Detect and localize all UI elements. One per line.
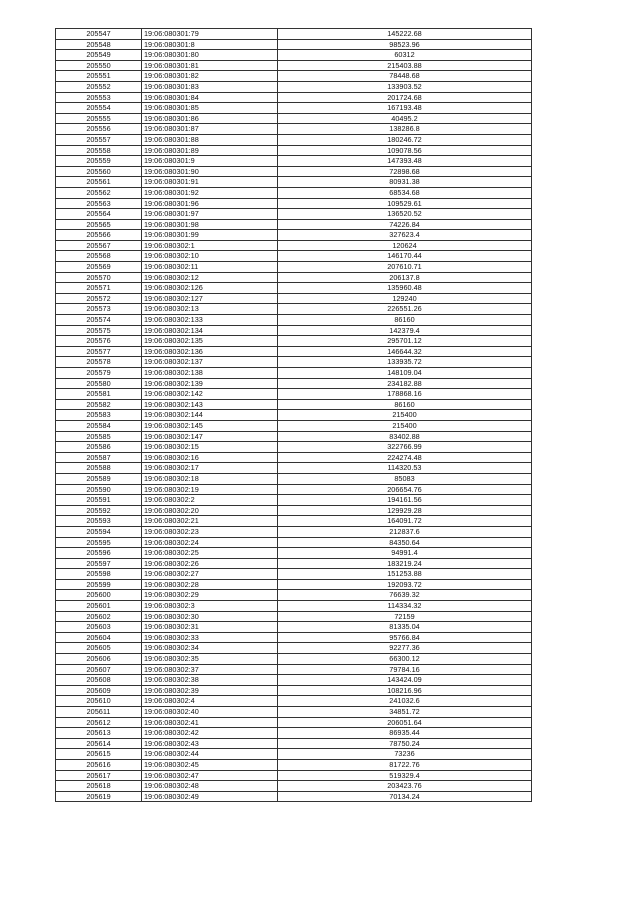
cadastral-number-cell: 19:06:080302:35 (142, 654, 278, 665)
table-row (56, 463, 532, 474)
cadastral-number-cell: 19:06:080302:25 (142, 548, 278, 559)
table-row (56, 293, 532, 304)
amount-cell: 73236 (278, 749, 532, 760)
amount-cell: 108216.96 (278, 685, 532, 696)
row-number-cell: 205547 (56, 29, 142, 40)
amount-cell: 206654.76 (278, 484, 532, 495)
table-row (56, 781, 532, 792)
row-number-cell: 205574 (56, 315, 142, 326)
row-number-cell: 205618 (56, 781, 142, 792)
cadastral-number-cell: 19:06:080302:4 (142, 696, 278, 707)
row-number-cell: 205603 (56, 622, 142, 633)
cadastral-number-cell: 19:06:080301:89 (142, 145, 278, 156)
cadastral-number-cell: 19:06:080301:96 (142, 198, 278, 209)
cadastral-number-cell: 19:06:080302:19 (142, 484, 278, 495)
amount-cell: 206137.8 (278, 272, 532, 283)
cadastral-number-cell: 19:06:080302:144 (142, 410, 278, 421)
cadastral-number-cell: 19:06:080302:11 (142, 262, 278, 273)
table-row (56, 336, 532, 347)
cadastral-number-cell: 19:06:080302:40 (142, 707, 278, 718)
amount-cell: 145222.68 (278, 29, 532, 40)
row-number-cell: 205594 (56, 526, 142, 537)
table-row (56, 526, 532, 537)
cadastral-number-cell: 19:06:080302:2 (142, 495, 278, 506)
table-row (56, 548, 532, 559)
table-row (56, 166, 532, 177)
table-row (56, 728, 532, 739)
table-row (56, 611, 532, 622)
table-row (56, 346, 532, 357)
cadastral-number-cell: 19:06:080301:80 (142, 50, 278, 61)
table-row (56, 378, 532, 389)
table-row (56, 251, 532, 262)
cadastral-number-cell: 19:06:080302:147 (142, 431, 278, 442)
table-row (56, 749, 532, 760)
row-number-cell: 205608 (56, 675, 142, 686)
table-row (56, 495, 532, 506)
table-row (56, 209, 532, 220)
cadastral-number-cell: 19:06:080302:27 (142, 569, 278, 580)
amount-cell: 60312 (278, 50, 532, 61)
row-number-cell: 205613 (56, 728, 142, 739)
table-row (56, 420, 532, 431)
cadastral-number-cell: 19:06:080301:82 (142, 71, 278, 82)
row-number-cell: 205549 (56, 50, 142, 61)
amount-cell: 207610.71 (278, 262, 532, 273)
table-row (56, 315, 532, 326)
table-row (56, 558, 532, 569)
amount-cell: 215400 (278, 420, 532, 431)
row-number-cell: 205584 (56, 420, 142, 431)
cadastral-number-cell: 19:06:080302:133 (142, 315, 278, 326)
cadastral-number-cell: 19:06:080301:90 (142, 166, 278, 177)
cadastral-number-cell: 19:06:080302:26 (142, 558, 278, 569)
amount-cell: 201724.68 (278, 92, 532, 103)
table-row (56, 198, 532, 209)
table-row (56, 622, 532, 633)
cadastral-number-cell: 19:06:080302:49 (142, 791, 278, 802)
amount-cell: 142379.4 (278, 325, 532, 336)
row-number-cell: 205572 (56, 293, 142, 304)
row-number-cell: 205611 (56, 707, 142, 718)
table-row (56, 50, 532, 61)
cadastral-number-cell: 19:06:080301:87 (142, 124, 278, 135)
amount-cell: 92277.36 (278, 643, 532, 654)
table-row (56, 39, 532, 50)
row-number-cell: 205604 (56, 632, 142, 643)
table-row (56, 81, 532, 92)
row-number-cell: 205610 (56, 696, 142, 707)
cadastral-number-cell: 19:06:080302:137 (142, 357, 278, 368)
cadastral-number-cell: 19:06:080301:92 (142, 187, 278, 198)
cadastral-number-cell: 19:06:080302:43 (142, 738, 278, 749)
amount-cell: 40495.2 (278, 113, 532, 124)
cadastral-number-cell: 19:06:080302:30 (142, 611, 278, 622)
amount-cell: 81722.76 (278, 759, 532, 770)
table-row (56, 325, 532, 336)
row-number-cell: 205619 (56, 791, 142, 802)
amount-cell: 80931.38 (278, 177, 532, 188)
amount-cell: 234182.88 (278, 378, 532, 389)
table-body (56, 29, 532, 802)
row-number-cell: 205596 (56, 548, 142, 559)
table-row (56, 230, 532, 241)
table-row (56, 537, 532, 548)
table-row (56, 368, 532, 379)
row-number-cell: 205568 (56, 251, 142, 262)
cadastral-number-cell: 19:06:080301:81 (142, 60, 278, 71)
table-row (56, 664, 532, 675)
row-number-cell: 205550 (56, 60, 142, 71)
cadastral-number-cell: 19:06:080301:99 (142, 230, 278, 241)
amount-cell: 83402.88 (278, 431, 532, 442)
amount-cell: 72898.68 (278, 166, 532, 177)
table-row (56, 675, 532, 686)
amount-cell: 183219.24 (278, 558, 532, 569)
row-number-cell: 205607 (56, 664, 142, 675)
amount-cell: 519329.4 (278, 770, 532, 781)
amount-cell: 79784.16 (278, 664, 532, 675)
table-row (56, 272, 532, 283)
table-row (56, 590, 532, 601)
cadastral-number-cell: 19:06:080302:18 (142, 473, 278, 484)
row-number-cell: 205560 (56, 166, 142, 177)
table-row (56, 410, 532, 421)
table-row (56, 632, 532, 643)
amount-cell: 148109.04 (278, 368, 532, 379)
row-number-cell: 205561 (56, 177, 142, 188)
amount-cell: 114334.32 (278, 601, 532, 612)
cadastral-number-cell: 19:06:080301:85 (142, 103, 278, 114)
row-number-cell: 205577 (56, 346, 142, 357)
cadastral-number-cell: 19:06:080302:10 (142, 251, 278, 262)
amount-cell: 180246.72 (278, 134, 532, 145)
row-number-cell: 205575 (56, 325, 142, 336)
row-number-cell: 205562 (56, 187, 142, 198)
table-row (56, 103, 532, 114)
row-number-cell: 205599 (56, 579, 142, 590)
amount-cell: 203423.76 (278, 781, 532, 792)
amount-cell: 129929.28 (278, 505, 532, 516)
cadastral-number-cell: 19:06:080301:97 (142, 209, 278, 220)
cadastral-number-cell: 19:06:080302:34 (142, 643, 278, 654)
cadastral-number-cell: 19:06:080302:17 (142, 463, 278, 474)
row-number-cell: 205558 (56, 145, 142, 156)
row-number-cell: 205555 (56, 113, 142, 124)
cadastral-number-cell: 19:06:080302:39 (142, 685, 278, 696)
cadastral-number-cell: 19:06:080302:42 (142, 728, 278, 739)
table-row (56, 262, 532, 273)
table-row (56, 791, 532, 802)
table-row (56, 156, 532, 167)
table-row (56, 283, 532, 294)
cadastral-number-cell: 19:06:080301:79 (142, 29, 278, 40)
table-row (56, 707, 532, 718)
amount-cell: 295701.12 (278, 336, 532, 347)
amount-cell: 98523.96 (278, 39, 532, 50)
amount-cell: 143424.09 (278, 675, 532, 686)
table-row (56, 473, 532, 484)
row-number-cell: 205583 (56, 410, 142, 421)
amount-cell: 95766.84 (278, 632, 532, 643)
amount-cell: 164091.72 (278, 516, 532, 527)
cadastral-number-cell: 19:06:080302:1 (142, 240, 278, 251)
amount-cell: 68534.68 (278, 187, 532, 198)
cadastral-number-cell: 19:06:080302:31 (142, 622, 278, 633)
amount-cell: 151253.88 (278, 569, 532, 580)
amount-cell: 85083 (278, 473, 532, 484)
row-number-cell: 205589 (56, 473, 142, 484)
amount-cell: 215403.88 (278, 60, 532, 71)
row-number-cell: 205553 (56, 92, 142, 103)
row-number-cell: 205566 (56, 230, 142, 241)
cadastral-number-cell: 19:06:080302:139 (142, 378, 278, 389)
row-number-cell: 205586 (56, 442, 142, 453)
row-number-cell: 205569 (56, 262, 142, 273)
amount-cell: 66300.12 (278, 654, 532, 665)
amount-cell: 34851.72 (278, 707, 532, 718)
cadastral-number-cell: 19:06:080301:9 (142, 156, 278, 167)
row-number-cell: 205552 (56, 81, 142, 92)
row-number-cell: 205587 (56, 452, 142, 463)
table-row (56, 60, 532, 71)
table-row (56, 124, 532, 135)
table-row (56, 304, 532, 315)
table-row (56, 759, 532, 770)
amount-cell: 135960.48 (278, 283, 532, 294)
amount-cell: 146644.32 (278, 346, 532, 357)
amount-cell: 147393.48 (278, 156, 532, 167)
amount-cell: 212837.6 (278, 526, 532, 537)
table-row (56, 442, 532, 453)
table-row (56, 569, 532, 580)
amount-cell: 129240 (278, 293, 532, 304)
table-row (56, 134, 532, 145)
cadastral-number-cell: 19:06:080302:16 (142, 452, 278, 463)
row-number-cell: 205598 (56, 569, 142, 580)
table-row (56, 505, 532, 516)
amount-cell: 78750.24 (278, 738, 532, 749)
amount-cell: 72159 (278, 611, 532, 622)
amount-cell: 133935.72 (278, 357, 532, 368)
row-number-cell: 205556 (56, 124, 142, 135)
amount-cell: 81335.04 (278, 622, 532, 633)
amount-cell: 120624 (278, 240, 532, 251)
row-number-cell: 205559 (56, 156, 142, 167)
table-row (56, 431, 532, 442)
row-number-cell: 205571 (56, 283, 142, 294)
cadastral-number-cell: 19:06:080302:134 (142, 325, 278, 336)
row-number-cell: 205578 (56, 357, 142, 368)
amount-cell: 94991.4 (278, 548, 532, 559)
row-number-cell: 205564 (56, 209, 142, 220)
amount-cell: 78448.68 (278, 71, 532, 82)
cadastral-number-cell: 19:06:080302:127 (142, 293, 278, 304)
cadastral-number-cell: 19:06:080302:135 (142, 336, 278, 347)
table-row (56, 770, 532, 781)
row-number-cell: 205551 (56, 71, 142, 82)
amount-cell: 86160 (278, 399, 532, 410)
table-row (56, 187, 532, 198)
row-number-cell: 205563 (56, 198, 142, 209)
row-number-cell: 205570 (56, 272, 142, 283)
cadastral-number-cell: 19:06:080301:83 (142, 81, 278, 92)
table-row (56, 399, 532, 410)
amount-cell: 215400 (278, 410, 532, 421)
row-number-cell: 205554 (56, 103, 142, 114)
cadastral-number-cell: 19:06:080302:3 (142, 601, 278, 612)
row-number-cell: 205573 (56, 304, 142, 315)
row-number-cell: 205593 (56, 516, 142, 527)
table-row (56, 92, 532, 103)
cadastral-number-cell: 19:06:080302:28 (142, 579, 278, 590)
table-row (56, 738, 532, 749)
table-row (56, 240, 532, 251)
cadastral-number-cell: 19:06:080301:84 (142, 92, 278, 103)
table-row (56, 113, 532, 124)
cadastral-number-cell: 19:06:080302:44 (142, 749, 278, 760)
cadastral-number-cell: 19:06:080302:23 (142, 526, 278, 537)
cadastral-number-cell: 19:06:080302:15 (142, 442, 278, 453)
table-row (56, 71, 532, 82)
table-row (56, 177, 532, 188)
amount-cell: 226551.26 (278, 304, 532, 315)
table-row (56, 452, 532, 463)
table-row (56, 516, 532, 527)
amount-cell: 84350.64 (278, 537, 532, 548)
cadastral-number-cell: 19:06:080301:91 (142, 177, 278, 188)
amount-cell: 192093.72 (278, 579, 532, 590)
row-number-cell: 205612 (56, 717, 142, 728)
cadastral-number-cell: 19:06:080302:37 (142, 664, 278, 675)
amount-cell: 133903.52 (278, 81, 532, 92)
cadastral-number-cell: 19:06:080302:20 (142, 505, 278, 516)
amount-cell: 74226.84 (278, 219, 532, 230)
amount-cell: 138286.8 (278, 124, 532, 135)
cadastral-number-cell: 19:06:080302:13 (142, 304, 278, 315)
row-number-cell: 205609 (56, 685, 142, 696)
cadastral-number-cell: 19:06:080302:21 (142, 516, 278, 527)
table-row (56, 29, 532, 40)
table-row (56, 357, 532, 368)
table-row (56, 685, 532, 696)
row-number-cell: 205592 (56, 505, 142, 516)
amount-cell: 86160 (278, 315, 532, 326)
amount-cell: 167193.48 (278, 103, 532, 114)
cadastral-number-cell: 19:06:080302:47 (142, 770, 278, 781)
row-number-cell: 205590 (56, 484, 142, 495)
amount-cell: 114320.53 (278, 463, 532, 474)
row-number-cell: 205582 (56, 399, 142, 410)
row-number-cell: 205588 (56, 463, 142, 474)
table-row (56, 696, 532, 707)
cadastral-number-cell: 19:06:080302:41 (142, 717, 278, 728)
amount-cell: 109078.56 (278, 145, 532, 156)
table-row (56, 601, 532, 612)
amount-cell: 178868.16 (278, 389, 532, 400)
table-row (56, 643, 532, 654)
row-number-cell: 205617 (56, 770, 142, 781)
amount-cell: 76639.32 (278, 590, 532, 601)
row-number-cell: 205557 (56, 134, 142, 145)
row-number-cell: 205548 (56, 39, 142, 50)
amount-cell: 146170.44 (278, 251, 532, 262)
cadastral-number-cell: 19:06:080302:145 (142, 420, 278, 431)
row-number-cell: 205606 (56, 654, 142, 665)
table-row (56, 219, 532, 230)
table-row (56, 145, 532, 156)
cadastral-number-cell: 19:06:080302:45 (142, 759, 278, 770)
row-number-cell: 205605 (56, 643, 142, 654)
row-number-cell: 205595 (56, 537, 142, 548)
table-row (56, 717, 532, 728)
table-row (56, 484, 532, 495)
table-row (56, 654, 532, 665)
row-number-cell: 205591 (56, 495, 142, 506)
row-number-cell: 205565 (56, 219, 142, 230)
row-number-cell: 205567 (56, 240, 142, 251)
amount-cell: 136520.52 (278, 209, 532, 220)
row-number-cell: 205614 (56, 738, 142, 749)
row-number-cell: 205600 (56, 590, 142, 601)
cadastral-number-cell: 19:06:080302:126 (142, 283, 278, 294)
row-number-cell: 205615 (56, 749, 142, 760)
amount-cell: 70134.24 (278, 791, 532, 802)
table-row (56, 579, 532, 590)
cadastral-number-cell: 19:06:080301:98 (142, 219, 278, 230)
data-table (55, 28, 532, 802)
row-number-cell: 205580 (56, 378, 142, 389)
amount-cell: 206051.64 (278, 717, 532, 728)
cadastral-number-cell: 19:06:080302:48 (142, 781, 278, 792)
cadastral-number-cell: 19:06:080302:29 (142, 590, 278, 601)
cadastral-number-cell: 19:06:080301:86 (142, 113, 278, 124)
row-number-cell: 205602 (56, 611, 142, 622)
row-number-cell: 205581 (56, 389, 142, 400)
row-number-cell: 205579 (56, 368, 142, 379)
cadastral-number-cell: 19:06:080302:38 (142, 675, 278, 686)
table-row (56, 389, 532, 400)
cadastral-number-cell: 19:06:080302:24 (142, 537, 278, 548)
amount-cell: 241032.6 (278, 696, 532, 707)
cadastral-number-cell: 19:06:080302:143 (142, 399, 278, 410)
row-number-cell: 205616 (56, 759, 142, 770)
amount-cell: 224274.48 (278, 452, 532, 463)
amount-cell: 109529.61 (278, 198, 532, 209)
cadastral-number-cell: 19:06:080302:142 (142, 389, 278, 400)
cadastral-number-cell: 19:06:080301:88 (142, 134, 278, 145)
cadastral-number-cell: 19:06:080302:138 (142, 368, 278, 379)
row-number-cell: 205585 (56, 431, 142, 442)
cadastral-number-cell: 19:06:080302:136 (142, 346, 278, 357)
cadastral-number-cell: 19:06:080302:33 (142, 632, 278, 643)
row-number-cell: 205597 (56, 558, 142, 569)
cadastral-number-cell: 19:06:080301:8 (142, 39, 278, 50)
row-number-cell: 205601 (56, 601, 142, 612)
cadastral-number-cell: 19:06:080302:12 (142, 272, 278, 283)
amount-cell: 86935.44 (278, 728, 532, 739)
row-number-cell: 205576 (56, 336, 142, 347)
amount-cell: 322766.99 (278, 442, 532, 453)
amount-cell: 327623.4 (278, 230, 532, 241)
amount-cell: 194161.56 (278, 495, 532, 506)
